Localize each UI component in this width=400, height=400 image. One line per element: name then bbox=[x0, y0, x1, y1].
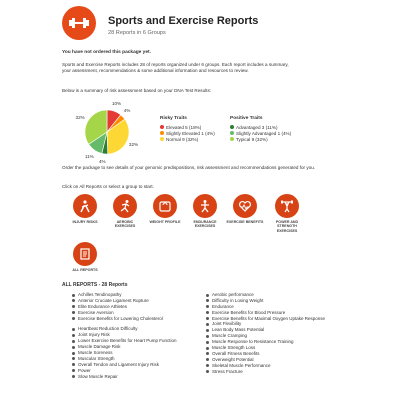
legend-dot bbox=[160, 131, 164, 135]
positive-trait-item bbox=[230, 136, 291, 142]
pie-label-4: 11% bbox=[84, 153, 94, 159]
bullet-icon bbox=[206, 358, 209, 361]
legend-dot bbox=[230, 125, 234, 129]
report-name: Muscle Damage Risk bbox=[78, 344, 121, 350]
risky-traits-legend bbox=[160, 116, 215, 142]
injury-icon bbox=[73, 194, 97, 218]
category-power-and-strength-exercises[interactable] bbox=[268, 194, 306, 233]
risk-pie-chart bbox=[62, 102, 152, 162]
bullet-icon bbox=[72, 294, 75, 297]
report-name: Muscular Strength bbox=[78, 355, 115, 361]
legend-dot bbox=[230, 137, 234, 141]
category-endurance-exercises[interactable] bbox=[186, 194, 224, 229]
report-name: Difficulty in Losing Weight bbox=[212, 297, 264, 303]
legend-dot bbox=[230, 131, 234, 135]
bullet-icon bbox=[72, 305, 75, 308]
bullet-icon bbox=[72, 375, 75, 378]
report-name: Heartbeat Reduction Difficulty bbox=[78, 326, 138, 332]
category-label: POWER AND STRENGTH EXERCISES bbox=[275, 220, 299, 233]
bullet-icon bbox=[72, 317, 75, 320]
order-text: Order the package to see details of your genomic predispositions, risk assessment and recommendations generated for you. bbox=[62, 165, 316, 170]
category-weight-profile[interactable] bbox=[146, 194, 184, 224]
report-groups bbox=[62, 194, 338, 278]
package-subtitle: 28 Reports in 6 Groups bbox=[108, 30, 166, 36]
bullet-icon bbox=[72, 369, 75, 372]
report-name: Overall Tendon and Ligament Injury Risk bbox=[78, 361, 159, 367]
report-name: Exercise Aversion bbox=[78, 309, 114, 315]
positive-trait-label: Typical 9 (32%) bbox=[236, 136, 268, 142]
category-aerobic-exercises[interactable] bbox=[106, 194, 144, 229]
package-header bbox=[62, 6, 338, 44]
report-name: Overweight Potential bbox=[212, 356, 254, 362]
bullet-icon bbox=[206, 329, 209, 332]
positive-traits-legend bbox=[230, 116, 291, 142]
report-name: Aerobic performance bbox=[212, 292, 254, 297]
bullet-icon bbox=[206, 311, 209, 314]
report-name: Endurance bbox=[212, 303, 234, 309]
report-name: Muscle Response to Resistance Training bbox=[212, 339, 294, 345]
summary-text: Below is a summary of risk assessment based on your DNA Test Results: bbox=[62, 88, 212, 93]
report-name: Lower Exercise Benefits for Heart Pump Function bbox=[78, 338, 177, 344]
package-intro: Sports and Exercise Reports includes 28 of reports organized under 6 groups. Each report includes a summary, your assessment, recommendations & some additional information and resources to review. bbox=[62, 62, 289, 73]
risky-trait-label: Elevated 5 (18%) bbox=[166, 124, 202, 130]
category-label: ALL REPORTS bbox=[72, 268, 98, 272]
heart-icon bbox=[233, 194, 257, 218]
report-name: Elite Endurance Athletes bbox=[78, 303, 128, 309]
bullet-icon bbox=[206, 294, 209, 297]
pie-label-2: 32% bbox=[128, 142, 139, 148]
report-name: Exercise Benefits for Lowering Cholesterol bbox=[78, 315, 163, 321]
risky-trait-item bbox=[160, 136, 215, 142]
report-name: Skeletal Muscle Performance bbox=[212, 362, 271, 368]
report-name: Power bbox=[78, 367, 91, 373]
category-injury-risks[interactable] bbox=[66, 194, 104, 224]
report-name: Joint Injury Risk bbox=[78, 332, 110, 338]
category-all-reports[interactable] bbox=[66, 242, 104, 272]
positive-trait-item bbox=[230, 130, 291, 136]
bullet-icon bbox=[206, 317, 209, 320]
bullet-icon bbox=[72, 299, 75, 302]
report-link[interactable] bbox=[206, 369, 342, 375]
bullet-icon bbox=[72, 311, 75, 314]
weightlifter-icon bbox=[275, 194, 299, 218]
dumbbell-icon bbox=[62, 6, 96, 40]
pie-label-0: 10% bbox=[111, 100, 122, 106]
category-label: EXERCISE BENEFITS bbox=[226, 220, 264, 224]
bullet-icon bbox=[206, 347, 209, 350]
report-name: Joint Flexibility bbox=[212, 321, 242, 327]
report-page bbox=[62, 6, 338, 396]
legend-dot bbox=[160, 137, 164, 141]
report-name: Muscle Cramping bbox=[212, 333, 248, 339]
all-reports-title: ALL REPORTS - 28 Reports bbox=[62, 282, 128, 288]
risky-traits-heading: Risky Traits bbox=[160, 116, 187, 121]
bullet-icon bbox=[206, 299, 209, 302]
risky-trait-item bbox=[160, 130, 215, 136]
bullet-icon bbox=[206, 364, 209, 367]
bullet-icon bbox=[206, 370, 209, 373]
report-name: Slow Muscle Repair bbox=[78, 373, 118, 379]
bullet-icon bbox=[72, 363, 75, 366]
bullet-icon bbox=[72, 340, 75, 343]
bullet-icon bbox=[72, 334, 75, 337]
report-name: Muscle Strength Loss bbox=[212, 345, 256, 351]
bullet-icon bbox=[206, 305, 209, 308]
reports-icon bbox=[73, 242, 97, 266]
category-label: WEIGHT PROFILE bbox=[149, 220, 181, 224]
pie-label-1: 4% bbox=[123, 108, 131, 114]
category-label: INJURY RISKS bbox=[72, 220, 98, 224]
category-exercise-benefits[interactable] bbox=[226, 194, 264, 224]
positive-trait-label: Advantaged 3 (11%) bbox=[236, 124, 278, 130]
bullet-icon bbox=[206, 352, 209, 355]
report-name: Achilles Tendinopathy bbox=[78, 292, 122, 297]
report-link[interactable] bbox=[72, 374, 208, 380]
pie-svg bbox=[62, 102, 152, 162]
bullet-icon bbox=[206, 323, 209, 326]
pie-label-5: 32% bbox=[75, 114, 85, 120]
reports-list-left bbox=[72, 292, 208, 379]
positive-trait-label: Slightly Advantaged 1 (4%) bbox=[236, 130, 292, 136]
report-name: Anterior Cruciate Ligament Rupture bbox=[78, 297, 149, 303]
bullet-icon bbox=[72, 352, 75, 355]
runner-icon bbox=[113, 194, 137, 218]
endurance-icon bbox=[193, 194, 217, 218]
category-label: AEROBIC EXERCISES bbox=[114, 220, 136, 229]
report-name: Lean Body Mass Potential bbox=[212, 327, 265, 333]
report-name: Exercise Benefits for Maximal Oxygen Uptake Response bbox=[212, 315, 326, 321]
package-title: Sports and Exercise Reports bbox=[108, 15, 259, 27]
legend-dot bbox=[160, 125, 164, 129]
report-name: Exercise Benefits for Blood Pressure bbox=[212, 309, 286, 315]
reports-list-right bbox=[206, 292, 342, 374]
risky-trait-label: Slightly Elevated 1 (4%) bbox=[166, 130, 215, 136]
category-label: ENDURANCE EXERCISES bbox=[193, 220, 217, 229]
bullet-icon bbox=[72, 357, 75, 360]
click-instructions: Click on All Reports or select a group to start. bbox=[62, 184, 154, 189]
report-name: Muscle Soreness bbox=[78, 350, 113, 356]
pie-label-3: 4% bbox=[98, 158, 106, 164]
bullet-icon bbox=[206, 341, 209, 344]
risky-trait-label: Normal 9 (32%) bbox=[166, 136, 199, 142]
bullet-icon bbox=[72, 346, 75, 349]
report-name: Overall Fitness Benefits bbox=[212, 350, 260, 356]
order-notice: You have not ordered this package yet. bbox=[62, 50, 151, 55]
bullet-icon bbox=[206, 335, 209, 338]
bullet-icon bbox=[72, 328, 75, 331]
scale-icon bbox=[153, 194, 177, 218]
report-name: Stress Fracture bbox=[212, 368, 243, 374]
positive-traits-heading: Positive Traits bbox=[230, 116, 263, 121]
